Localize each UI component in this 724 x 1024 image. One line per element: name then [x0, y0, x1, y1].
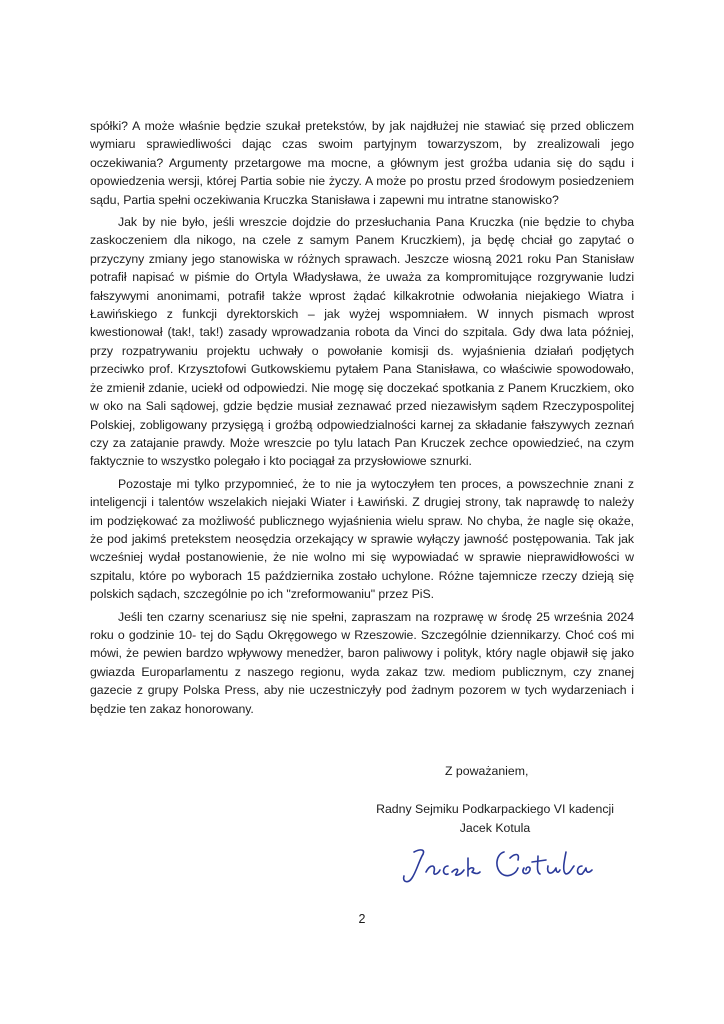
signer-name: Jacek Kotula [459, 821, 531, 835]
paragraph-lawsuit-reminder: Pozostaje mi tylko przypomnieć, że to nie ja wytoczyłem ten proces, a powszechnie znani z inteligencji i talentów wszelakich niejaki Wiater i Ławiński. Z drugiej strony, tak naprawdę to należy im podziękować za możliwość publicznego wyjaśnienia wielu spraw. No chyba, że nagle się okaże, że pod jakimś pretekstem neosędzia orzekający w sprawie wyłączy jawność postępowania. Tak jak wcześniej wydał postanowienie, że nie wolno mi się wypowiadać w sprawie nieprawidłowości w szpitalu, które po wyborach 15 października zostało uchylone. Różne tajemnicze rzeczy dzieją się polskich sądach, szczególnie po ich "zreformowaniu" przez PiS. [90, 476, 634, 602]
signer-title: Radny Sejmiku Podkarpackiego VI kadencji [376, 802, 614, 816]
paragraph-invitation: Jeśli ten czarny scenariusz się nie spełni, zapraszam na rozprawę w środę 25 września 2024 roku o godzinie 10- tej do Sądu Okręgowego w Rzeszowie. Szczególnie dziennikarzy. Choć coś mi mówi, że pewien bardzo wpływowy menedżer, baron paliwowy i polityk, który nagle objawił się jako gwiazda Europarlamentu z naszego regionu, wyda zakaz tzw. mediom publicznym, czy znanej gazecie z grupy Polska Press, aby nie uczestniczyły pod żadnym pozorem w tych wydarzeniach i będzie ten zakaz honorowany. [90, 609, 634, 716]
page-number: 2 [358, 912, 366, 926]
signature-block [330, 800, 660, 838]
paragraph-continuation: spółki? A może właśnie będzie szukał pretekstów, by jak najdłużej nie stawiać się przed obliczem wymiaru sprawiedliwości dając czas swoim partyjnym towarzyszom, by zrealizowali jego oczekiwania? Argumenty przetargowe ma mocne, a głównym jest groźba udania się do sądu i opowiedzenia wersji, której Partia sobie nie życzy. A może po prostu przed środowym posiedzeniem sądu, Partia spełni oczekiwania Kruczka Stanisława i zapewni mu intratne stanowisko? [90, 119, 634, 207]
letter-body [90, 117, 634, 718]
handwritten-signature [392, 838, 612, 888]
closing-salutation: Z poważaniem, [445, 764, 529, 778]
paragraph-kruczek-hearing: Jak by nie było, jeśli wreszcie dojdzie do przesłuchania Pana Kruczka (nie będzie to chyba zaskoczeniem dla nikogo, na czele z samym Panem Kruczkiem), ja będę chciał go zapytać o przyczyny zmiany jego stanowiska w różnych sprawach. Jeszcze wiosną 2021 roku Pan Stanisław potrafił napisać w piśmie do Ortyla Władysława, że uważa za kompromitujące rozgrywanie ludzi fałszywymi anonimami, potrafił także wprost żądać kilkakrotnie odwołania niejakiego Wiatra i Ławińskiego z funkcji dyrektorskich – jak wyżej wspomniałem. W innych pismach wprost kwestionował (tak!, tak!) zasady wprowadzania robota da Vinci do szpitala. Gdy dwa lata później, przy rozpatrywaniu projektu uchwały o powołanie komisji ds. wyjaśnienia działań podjętych przeciwko prof. Krzysztofowi Gutkowskiemu pytałem Pana Stanisława, co właściwie spowodowało, że zmienił zdanie, uciekł od odpowiedzi. Nie mogę się doczekać spotkania z Panem Kruczkiem, oko w oko na Sali sądowej, gdzie będzie musiał zeznawać przed niezawisłym sądem Rzeczypospolitej Polskiej, zobligowany przysięgą i groźbą odpowiedzialności karnej za składanie fałszywych zeznań czy za zatajanie prawdy. Może wreszcie po tylu latach Pan Kruczek zechce opowiedzieć, na czym faktycznie to wszystko polegało i kto pociągał za przysłowiowe sznurki. [90, 215, 634, 469]
